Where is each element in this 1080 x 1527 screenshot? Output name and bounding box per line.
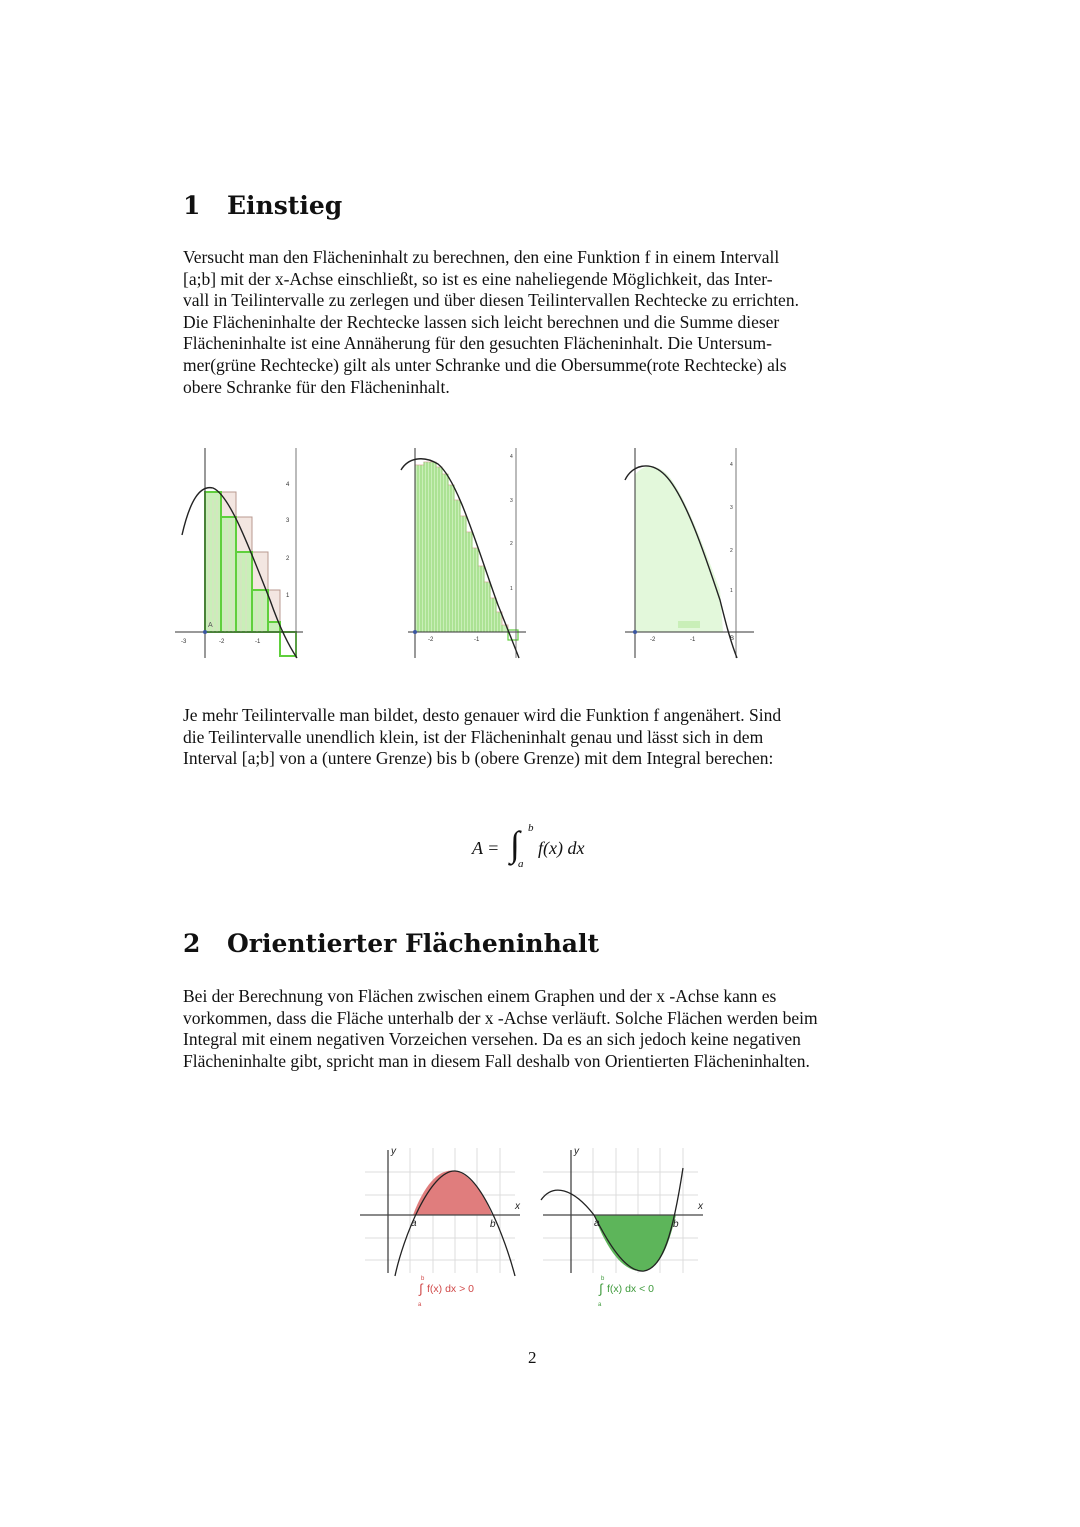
fine-rectangles — [415, 462, 508, 632]
formula-upper-bound: b — [528, 822, 534, 834]
tick-label: -1 — [690, 637, 696, 643]
tick-label: -1 — [474, 637, 480, 643]
negative-area — [594, 1215, 676, 1271]
y-axis-label: y — [391, 1146, 396, 1157]
tick-label: 4 — [510, 454, 513, 460]
section-2-heading — [183, 929, 599, 958]
section-title: Einstieg — [227, 191, 343, 220]
orientation-paragraph — [183, 986, 883, 1072]
tick-label: 3 — [286, 518, 290, 524]
caption-lower: a — [598, 1302, 602, 1308]
negative-area-graph — [538, 1138, 718, 1313]
formula-lower-bound: a — [518, 858, 524, 870]
paragraph-line: Flächeninhalte gibt, spricht man in diesem Fall deshalb von Orientierten Flächeninhalten. — [183, 1050, 810, 1071]
riemann-graph-fine — [398, 440, 530, 665]
b-label: b — [490, 1219, 496, 1230]
y-axis-label: y — [574, 1146, 579, 1157]
riemann-graph-limit — [620, 440, 755, 665]
integral-sign: ∫ — [599, 1281, 603, 1296]
formula-lhs: A = — [472, 838, 500, 858]
positive-area-graph — [355, 1138, 530, 1313]
intro-paragraph — [183, 247, 883, 398]
caption-upper: b — [421, 1276, 425, 1282]
tick-label: -2 — [428, 637, 434, 643]
tick-label: 4 — [286, 482, 290, 488]
tick-label: 3 — [730, 505, 733, 511]
point-a-marker — [633, 630, 637, 634]
formula-integrand: f(x) dx — [538, 838, 585, 858]
tick-label: 1 — [730, 588, 733, 594]
section-number: 2 — [183, 929, 201, 958]
tick-label: 2 — [510, 541, 513, 547]
positive-area — [413, 1171, 492, 1215]
a-label: a — [594, 1218, 600, 1229]
integral-caption: f(x) dx < 0 — [607, 1283, 654, 1295]
area-value-box — [678, 621, 700, 628]
point-a-marker — [413, 630, 417, 634]
integral-caption: f(x) dx > 0 — [427, 1283, 474, 1295]
a-label: a — [411, 1218, 417, 1229]
section-number: 1 — [183, 191, 201, 220]
paragraph-line: die Teilintervalle unendlich klein, ist der Flächeninhalt genau und lässt sich in dem — [183, 726, 764, 747]
page-number: 2 — [528, 1348, 537, 1367]
paragraph-line: obere Schranke für den Flächeninhalt. — [183, 376, 450, 397]
integral-sign: ∫ — [510, 824, 520, 864]
tick-label: 1 — [286, 593, 290, 599]
caption-lower: a — [418, 1302, 422, 1308]
paragraph-line: mer(grüne Rechtecke) gilt als unter Schranke und die Obersumme(rote Rechtecke) als — [183, 354, 787, 375]
paragraph-line: Die Flächeninhalte der Rechtecke lassen sich leicht berechnen und die Summe dieser — [183, 311, 780, 332]
paragraph-line: [a;b] mit der x-Achse einschließt, so ist es eine naheliegende Möglichkeit, das Inter- — [183, 268, 773, 289]
paragraph-line: Versucht man den Flächeninhalt zu berechnen, den eine Funktion f in einem Intervall — [183, 247, 780, 267]
tick-label: -3 — [181, 639, 187, 645]
tick-label: 4 — [730, 462, 733, 468]
tick-label: -2 — [650, 637, 656, 643]
paragraph-line: Interval [a;b] von a (untere Grenze) bis b (obere Grenze) mit dem Integral berechen: — [183, 748, 774, 769]
integral-formula — [470, 818, 630, 878]
b-label: b — [673, 1219, 679, 1230]
paragraph-line: vall in Teilintervalle zu zerlegen und über diesen Teilintervallen Rechtecke zu errichten. — [183, 290, 799, 311]
point-a-marker — [203, 630, 207, 634]
tick-label: 2 — [286, 556, 290, 562]
point-a-label: A — [208, 622, 213, 629]
paragraph-line: Bei der Berechnung von Flächen zwischen einem Graphen und der x -Achse kann es — [183, 986, 777, 1006]
section-1-heading — [183, 191, 342, 220]
point-b-label: B — [730, 636, 735, 642]
section-title: Orientierter Flächeninhalt — [227, 929, 599, 958]
riemann-graph-coarse — [175, 440, 305, 665]
tick-label: 2 — [730, 548, 733, 554]
paragraph-line: Flächeninhalte ist eine Annäherung für den gesuchten Flächeninhalt. Die Untersum- — [183, 333, 772, 354]
tick-label: -2 — [219, 639, 225, 645]
paragraph-line: vorkommen, dass die Fläche unterhalb der x -Achse verläuft. Solche Flächen werden beim — [183, 1007, 818, 1028]
tick-label: -1 — [255, 639, 261, 645]
paragraph-line: Integral mit einem negativen Vorzeichen versehen. Da es an sich jedoch keine negativen — [183, 1029, 801, 1050]
area-fill — [635, 466, 723, 632]
tick-label: 3 — [510, 498, 513, 504]
x-axis-label: x — [515, 1201, 520, 1212]
integral-sign: ∫ — [419, 1281, 423, 1296]
x-axis-label: x — [698, 1201, 703, 1212]
tick-label: 1 — [510, 586, 513, 592]
paragraph-line: Je mehr Teilintervalle man bildet, desto genauer wird die Funktion f angenähert. Sind — [183, 705, 782, 725]
caption-upper: b — [601, 1276, 605, 1282]
limit-paragraph — [183, 705, 883, 770]
